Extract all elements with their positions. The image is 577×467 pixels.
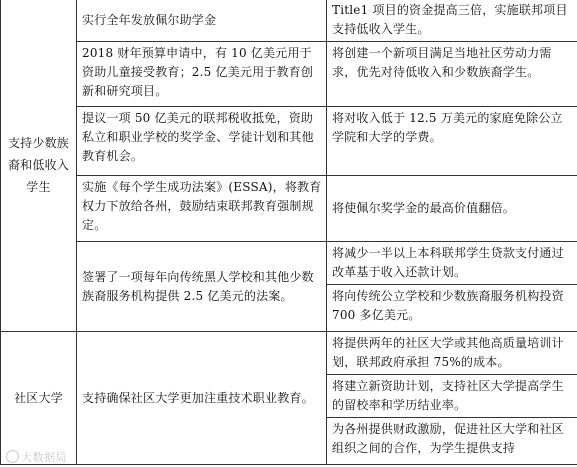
table-row (1, 42, 577, 107)
policy-subcell: 将提供两年的社区大学或其他高质量培训计划，联邦政府承担 75%的成本。 (332, 336, 564, 369)
table-row (1, 107, 577, 176)
category-community-college: 社区大学 (1, 332, 77, 465)
policy-cell-right-split (327, 332, 577, 465)
policy-cell-left: 实行全年发放佩尔助学金 (77, 0, 327, 42)
table-row (1, 176, 577, 242)
policy-cell-left: 提议一项 50 亿美元的联邦税收抵免，资助私立和职业学校的奖学金、学徒计划和其他教育机会。 (77, 107, 327, 176)
policy-cell-right: 将使佩尔奖学金的最高价值翻倍。 (327, 176, 577, 242)
table-row (1, 332, 577, 465)
policy-cell-left: 签署了一项每年向传统黑人学校和其他少数族裔服务机构提供 2.5 亿美元的法案。 (77, 242, 327, 332)
policy-cell-right: Title1 项目的资金提高三倍，实施联邦项目支持低收入学生。 (327, 0, 577, 42)
watermark-logo-icon (6, 450, 19, 463)
watermark (6, 449, 67, 465)
category-minority-low-income: 支持少数族裔和低收入学生 (1, 0, 77, 332)
policy-subcell: 将减少一半以上本科联邦学生贷款支付通过改革基于收入还款计划。 (332, 246, 564, 279)
policy-cell-right: 将对收入低于 12.5 万美元的家庭免除公立学院和大学的学费。 (327, 107, 577, 176)
policy-cell-right: 将创建一个新项目满足当地社区劳动力需求，优先对待低收入和少数族裔学生。 (327, 42, 577, 107)
table-row (1, 242, 577, 332)
policy-cell-left: 支持确保社区大学更加注重技术职业教育。 (77, 332, 327, 465)
watermark-text: 大数据局 (21, 451, 67, 464)
policy-cell-left: 2018 财年预算申请中，有 10 亿美元用于资助儿童接受教育；2.5 亿美元用于教育创新和研究项目。 (77, 42, 327, 107)
policy-cell-left: 实施《每个学生成功法案》(ESSA)，将教育权力下放给各州，鼓励结束联邦教育强制规定。 (77, 176, 327, 242)
table-row (1, 0, 577, 42)
policy-subcell: 将向传统公立学校和少数族裔服务机构投资 700 多亿美元。 (327, 284, 577, 325)
policy-subcell: 将建立新资助计划，支持社区大学提高学生的留校率和学历结业率。 (327, 374, 577, 415)
policy-cell-right-split (327, 242, 577, 332)
policy-subcell: 为各州提供财政激励，促进社区大学和社区组织之间的合作，为学生提供支持 (327, 417, 577, 458)
